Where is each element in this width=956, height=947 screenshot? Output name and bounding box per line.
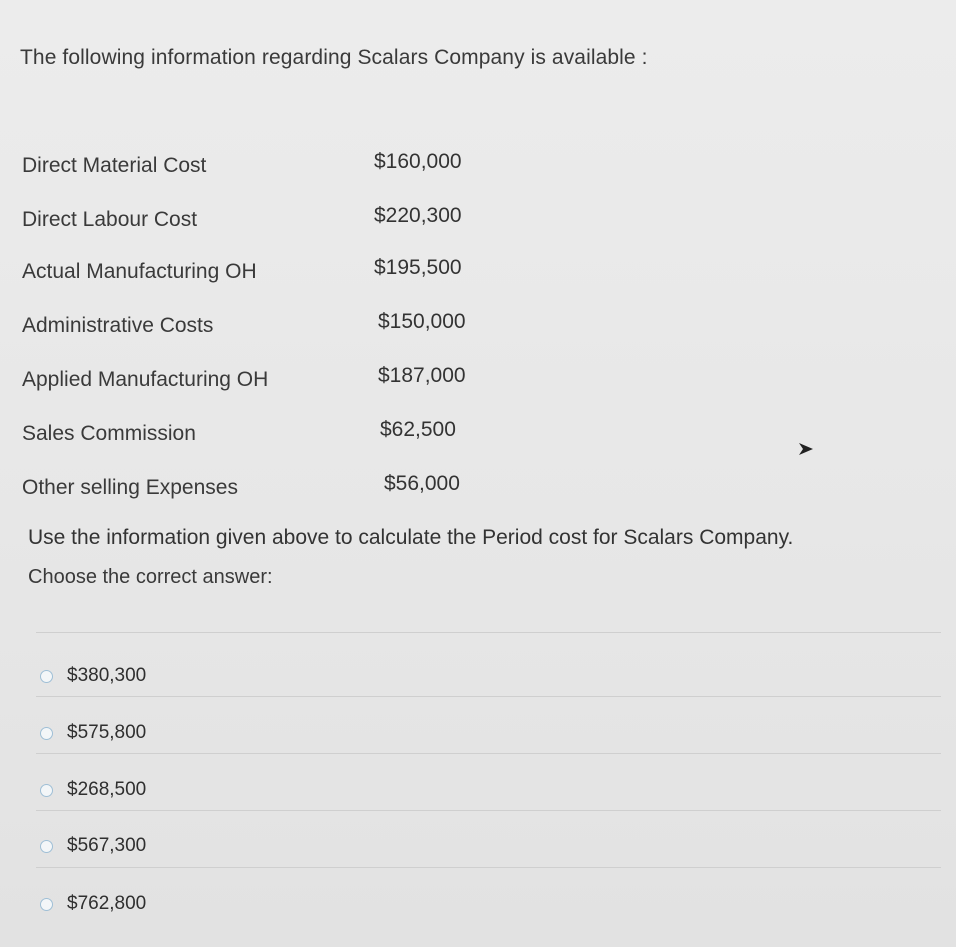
answer-option[interactable] [40, 890, 440, 918]
info-label: Direct Labour Cost [22, 208, 198, 231]
info-value: $195,500 [374, 256, 462, 279]
info-row-administrative-costs [22, 310, 542, 344]
info-row-other-selling-expenses [22, 472, 542, 506]
answer-option-label: $762,800 [67, 893, 147, 914]
divider [36, 696, 941, 697]
radio-button[interactable] [40, 670, 53, 683]
info-row-applied-manufacturing-oh [22, 364, 542, 398]
info-value: $220,300 [374, 204, 462, 227]
answer-option-label: $575,800 [67, 722, 147, 743]
info-label: Sales Commission [22, 422, 196, 445]
radio-button[interactable] [40, 898, 53, 911]
answer-option[interactable] [40, 776, 440, 804]
info-value: $160,000 [374, 150, 462, 173]
info-value: $150,000 [378, 310, 466, 333]
question-text: Use the information given above to calculate the Period cost for Scalars Company. [28, 526, 794, 549]
divider [36, 810, 941, 811]
info-row-direct-material [22, 150, 542, 184]
info-row-actual-manufacturing-oh [22, 256, 542, 290]
radio-button[interactable] [40, 840, 53, 853]
radio-button[interactable] [40, 727, 53, 740]
answer-option-label: $567,300 [67, 835, 147, 856]
answer-option-label: $380,300 [67, 665, 147, 686]
info-row-direct-labour [22, 204, 542, 238]
radio-button[interactable] [40, 784, 53, 797]
info-label: Direct Material Cost [22, 154, 207, 177]
info-label: Administrative Costs [22, 314, 214, 337]
answer-option[interactable] [40, 719, 440, 747]
info-label: Applied Manufacturing OH [22, 368, 269, 391]
info-row-sales-commission [22, 418, 542, 452]
info-label: Actual Manufacturing OH [22, 260, 257, 283]
answer-option[interactable] [40, 832, 440, 860]
info-value: $56,000 [384, 472, 460, 495]
divider [36, 753, 941, 754]
divider [36, 632, 941, 633]
answer-option-label: $268,500 [67, 779, 147, 800]
info-label: Other selling Expenses [22, 476, 238, 499]
mouse-pointer-icon [796, 440, 814, 458]
answer-instruction: Choose the correct answer: [28, 566, 273, 588]
answer-option[interactable] [40, 662, 440, 690]
info-value: $187,000 [378, 364, 466, 387]
info-value: $62,500 [380, 418, 456, 441]
question-intro: The following information regarding Scalars Company is available : [20, 46, 648, 69]
divider [36, 867, 941, 868]
